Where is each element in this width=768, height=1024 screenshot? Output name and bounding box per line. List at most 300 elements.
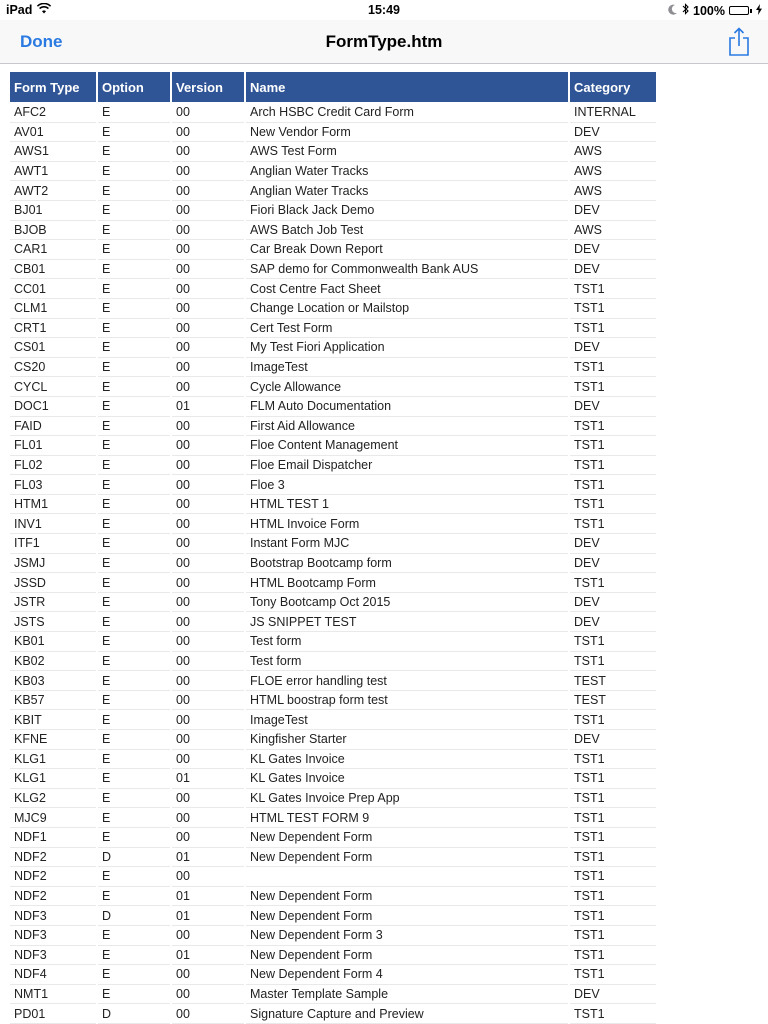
- cell-name: First Aid Allowance: [246, 417, 568, 437]
- cell-form-type: CRT1: [10, 319, 96, 339]
- cell-category: DEV: [570, 534, 656, 554]
- cell-category: TST1: [570, 319, 656, 339]
- cell-option: E: [98, 632, 170, 652]
- cell-category: TST1: [570, 377, 656, 397]
- cell-category: TST1: [570, 632, 656, 652]
- cell-form-type: CLM1: [10, 299, 96, 319]
- cell-name: New Dependent Form: [246, 848, 568, 868]
- cell-version: 00: [172, 593, 244, 613]
- cell-form-type: KLG2: [10, 789, 96, 809]
- table-row: [10, 730, 656, 750]
- table-row: [10, 475, 656, 495]
- cell-version: 00: [172, 436, 244, 456]
- cell-category: TST1: [570, 299, 656, 319]
- cell-name: Tony Bootcamp Oct 2015: [246, 593, 568, 613]
- cell-name: AWS Test Form: [246, 142, 568, 162]
- cell-option: E: [98, 965, 170, 985]
- cell-name: KL Gates Invoice: [246, 750, 568, 770]
- cell-option: E: [98, 397, 170, 417]
- cell-version: 00: [172, 652, 244, 672]
- cell-form-type: AWS1: [10, 142, 96, 162]
- cell-name: FLM Auto Documentation: [246, 397, 568, 417]
- cell-category: DEV: [570, 123, 656, 143]
- table-row: [10, 554, 656, 574]
- cell-option: E: [98, 593, 170, 613]
- table-row: [10, 887, 656, 907]
- cell-name: Test form: [246, 652, 568, 672]
- cell-category: TST1: [570, 769, 656, 789]
- cell-option: E: [98, 789, 170, 809]
- cell-form-type: KB01: [10, 632, 96, 652]
- cell-name: New Dependent Form: [246, 887, 568, 907]
- cell-form-type: NDF2: [10, 848, 96, 868]
- cell-form-type: CS01: [10, 338, 96, 358]
- table-row: [10, 103, 656, 123]
- cell-category: TST1: [570, 436, 656, 456]
- cell-category: AWS: [570, 181, 656, 201]
- table-row: [10, 965, 656, 985]
- page-title: FormType.htm: [325, 32, 443, 51]
- cell-version: 01: [172, 848, 244, 868]
- cell-version: 00: [172, 730, 244, 750]
- table-row: [10, 926, 656, 946]
- cell-category: DEV: [570, 260, 656, 280]
- status-time: 15:49: [368, 3, 400, 17]
- cell-form-type: FL01: [10, 436, 96, 456]
- cell-name: Anglian Water Tracks: [246, 181, 568, 201]
- cell-version: 01: [172, 887, 244, 907]
- cell-name: Car Break Down Report: [246, 240, 568, 260]
- cell-name: HTML TEST 1: [246, 495, 568, 515]
- cell-name: Floe Email Dispatcher: [246, 456, 568, 476]
- cell-option: E: [98, 710, 170, 730]
- cell-form-type: NDF3: [10, 946, 96, 966]
- cell-category: TST1: [570, 279, 656, 299]
- cell-form-type: BJOB: [10, 221, 96, 241]
- table-row: [10, 397, 656, 417]
- cell-form-type: FAID: [10, 417, 96, 437]
- table-row: [10, 221, 656, 241]
- table-row: [10, 514, 656, 534]
- cell-category: DEV: [570, 201, 656, 221]
- cell-form-type: KLG1: [10, 769, 96, 789]
- column-header-form-type: Form Type: [10, 72, 96, 103]
- cell-option: E: [98, 612, 170, 632]
- cell-category: AWS: [570, 142, 656, 162]
- cell-version: 00: [172, 750, 244, 770]
- cell-name: JS SNIPPET TEST: [246, 612, 568, 632]
- cell-name: Cycle Allowance: [246, 377, 568, 397]
- table-row: [10, 319, 656, 339]
- status-bar: [0, 0, 768, 20]
- cell-form-type: CS20: [10, 358, 96, 378]
- cell-name: Arch HSBC Credit Card Form: [246, 103, 568, 123]
- cell-option: E: [98, 730, 170, 750]
- table-row: [10, 123, 656, 143]
- cell-category: TST1: [570, 1004, 656, 1024]
- bluetooth-icon: [682, 3, 689, 18]
- cell-form-type: FL03: [10, 475, 96, 495]
- cell-form-type: AFC2: [10, 103, 96, 123]
- cell-option: E: [98, 671, 170, 691]
- cell-version: 00: [172, 240, 244, 260]
- cell-name: Signature Capture and Preview: [246, 1004, 568, 1024]
- cell-name: HTML Invoice Form: [246, 514, 568, 534]
- cell-form-type: JSSD: [10, 573, 96, 593]
- cell-option: E: [98, 985, 170, 1005]
- cell-form-type: KB57: [10, 691, 96, 711]
- share-icon: [728, 44, 750, 61]
- column-header-version: Version: [172, 72, 244, 103]
- form-type-table: [8, 72, 658, 1024]
- cell-version: 00: [172, 319, 244, 339]
- cell-form-type: DOC1: [10, 397, 96, 417]
- cell-version: 00: [172, 671, 244, 691]
- table-row: [10, 769, 656, 789]
- cell-version: 00: [172, 358, 244, 378]
- cell-version: 00: [172, 926, 244, 946]
- cell-name: KL Gates Invoice: [246, 769, 568, 789]
- cell-version: 01: [172, 769, 244, 789]
- cell-category: TST1: [570, 848, 656, 868]
- cell-option: E: [98, 162, 170, 182]
- cell-version: 00: [172, 260, 244, 280]
- cell-category: DEV: [570, 554, 656, 574]
- cell-name: Fiori Black Jack Demo: [246, 201, 568, 221]
- cell-name: HTML TEST FORM 9: [246, 808, 568, 828]
- table-row: [10, 906, 656, 926]
- cell-name: Floe 3: [246, 475, 568, 495]
- cell-name: AWS Batch Job Test: [246, 221, 568, 241]
- cell-version: 00: [172, 554, 244, 574]
- cell-version: 00: [172, 299, 244, 319]
- cell-version: 00: [172, 103, 244, 123]
- cell-version: 00: [172, 828, 244, 848]
- moon-icon: [668, 4, 678, 18]
- share-button[interactable]: [728, 27, 750, 62]
- cell-option: E: [98, 201, 170, 221]
- cell-version: 00: [172, 985, 244, 1005]
- cell-category: DEV: [570, 338, 656, 358]
- cell-form-type: NDF3: [10, 926, 96, 946]
- table-row: [10, 671, 656, 691]
- cell-option: E: [98, 181, 170, 201]
- table-row: [10, 946, 656, 966]
- table-row: [10, 299, 656, 319]
- cell-category: TST1: [570, 750, 656, 770]
- cell-name: Test form: [246, 632, 568, 652]
- cell-category: DEV: [570, 730, 656, 750]
- cell-category: TST1: [570, 808, 656, 828]
- cell-category: TST1: [570, 573, 656, 593]
- table-row: [10, 417, 656, 437]
- cell-option: E: [98, 926, 170, 946]
- table-row: [10, 377, 656, 397]
- cell-name: New Dependent Form 3: [246, 926, 568, 946]
- cell-option: E: [98, 946, 170, 966]
- cell-version: 00: [172, 965, 244, 985]
- table-row: [10, 691, 656, 711]
- table-row: [10, 181, 656, 201]
- table-row: [10, 652, 656, 672]
- table-row: [10, 867, 656, 887]
- cell-version: 01: [172, 397, 244, 417]
- content-area: [8, 72, 658, 1024]
- cell-name: Floe Content Management: [246, 436, 568, 456]
- cell-option: E: [98, 358, 170, 378]
- column-header-category: Category: [570, 72, 656, 103]
- cell-category: TST1: [570, 887, 656, 907]
- cell-form-type: JSMJ: [10, 554, 96, 574]
- battery-icon: [729, 6, 752, 15]
- cell-category: TST1: [570, 495, 656, 515]
- cell-name: New Dependent Form 4: [246, 965, 568, 985]
- cell-option: E: [98, 514, 170, 534]
- table-row: [10, 985, 656, 1005]
- table-row: [10, 162, 656, 182]
- table-row: [10, 789, 656, 809]
- cell-option: E: [98, 475, 170, 495]
- cell-form-type: KB02: [10, 652, 96, 672]
- cell-form-type: KBIT: [10, 710, 96, 730]
- cell-option: E: [98, 319, 170, 339]
- cell-form-type: NDF3: [10, 906, 96, 926]
- cell-category: AWS: [570, 221, 656, 241]
- cell-form-type: KB03: [10, 671, 96, 691]
- cell-form-type: INV1: [10, 514, 96, 534]
- cell-category: TEST: [570, 671, 656, 691]
- cell-version: 00: [172, 691, 244, 711]
- cell-option: E: [98, 867, 170, 887]
- nav-bar: [0, 20, 768, 64]
- cell-category: TST1: [570, 828, 656, 848]
- cell-form-type: NDF1: [10, 828, 96, 848]
- cell-category: TST1: [570, 710, 656, 730]
- cell-option: E: [98, 769, 170, 789]
- cell-form-type: HTM1: [10, 495, 96, 515]
- device-name: iPad: [6, 3, 33, 17]
- cell-category: TST1: [570, 926, 656, 946]
- cell-version: 00: [172, 1004, 244, 1024]
- cell-option: D: [98, 1004, 170, 1024]
- cell-option: E: [98, 750, 170, 770]
- table-row: [10, 848, 656, 868]
- cell-category: DEV: [570, 593, 656, 613]
- cell-version: 01: [172, 946, 244, 966]
- table-row: [10, 260, 656, 280]
- cell-option: E: [98, 456, 170, 476]
- cell-form-type: JSTR: [10, 593, 96, 613]
- table-row: [10, 201, 656, 221]
- cell-version: 00: [172, 142, 244, 162]
- cell-option: E: [98, 495, 170, 515]
- cell-version: 00: [172, 514, 244, 534]
- cell-category: INTERNAL: [570, 103, 656, 123]
- cell-category: TST1: [570, 475, 656, 495]
- cell-name: ImageTest: [246, 710, 568, 730]
- cell-form-type: CB01: [10, 260, 96, 280]
- cell-category: TST1: [570, 965, 656, 985]
- cell-category: DEV: [570, 240, 656, 260]
- cell-category: TST1: [570, 906, 656, 926]
- cell-option: E: [98, 103, 170, 123]
- cell-form-type: CYCL: [10, 377, 96, 397]
- table-row: [10, 632, 656, 652]
- cell-version: 00: [172, 377, 244, 397]
- cell-version: 00: [172, 221, 244, 241]
- cell-category: TST1: [570, 358, 656, 378]
- cell-category: TST1: [570, 789, 656, 809]
- cell-version: 00: [172, 632, 244, 652]
- table-row: [10, 1004, 656, 1024]
- cell-form-type: MJC9: [10, 808, 96, 828]
- cell-option: E: [98, 887, 170, 907]
- cell-option: E: [98, 279, 170, 299]
- cell-name: New Dependent Form: [246, 906, 568, 926]
- table-row: [10, 495, 656, 515]
- cell-name: Master Template Sample: [246, 985, 568, 1005]
- cell-category: TST1: [570, 514, 656, 534]
- cell-option: E: [98, 123, 170, 143]
- cell-form-type: BJ01: [10, 201, 96, 221]
- cell-form-type: AWT1: [10, 162, 96, 182]
- cell-option: E: [98, 299, 170, 319]
- cell-name: FLOE error handling test: [246, 671, 568, 691]
- cell-form-type: FL02: [10, 456, 96, 476]
- cell-name: Change Location or Mailstop: [246, 299, 568, 319]
- cell-option: E: [98, 534, 170, 554]
- cell-version: 01: [172, 906, 244, 926]
- cell-category: AWS: [570, 162, 656, 182]
- cell-form-type: NDF2: [10, 867, 96, 887]
- cell-option: E: [98, 652, 170, 672]
- cell-form-type: NDF4: [10, 965, 96, 985]
- cell-option: E: [98, 221, 170, 241]
- table-row: [10, 573, 656, 593]
- table-row: [10, 358, 656, 378]
- cell-version: 00: [172, 534, 244, 554]
- cell-version: 00: [172, 456, 244, 476]
- cell-category: TST1: [570, 456, 656, 476]
- cell-category: TST1: [570, 867, 656, 887]
- cell-option: E: [98, 240, 170, 260]
- cell-name: Bootstrap Bootcamp form: [246, 554, 568, 574]
- table-row: [10, 612, 656, 632]
- table-row: [10, 750, 656, 770]
- table-row: [10, 436, 656, 456]
- cell-category: TST1: [570, 652, 656, 672]
- cell-option: E: [98, 436, 170, 456]
- table-row: [10, 808, 656, 828]
- cell-version: 00: [172, 417, 244, 437]
- table-row: [10, 240, 656, 260]
- cell-category: DEV: [570, 397, 656, 417]
- cell-form-type: NMT1: [10, 985, 96, 1005]
- cell-version: 00: [172, 123, 244, 143]
- table-row: [10, 279, 656, 299]
- cell-version: 00: [172, 162, 244, 182]
- table-row: [10, 828, 656, 848]
- cell-option: E: [98, 417, 170, 437]
- cell-version: 00: [172, 181, 244, 201]
- cell-option: E: [98, 573, 170, 593]
- cell-name: Anglian Water Tracks: [246, 162, 568, 182]
- cell-version: 00: [172, 867, 244, 887]
- cell-name: KL Gates Invoice Prep App: [246, 789, 568, 809]
- battery-percent: 100%: [693, 3, 725, 18]
- table-body: [10, 103, 656, 1024]
- cell-version: 00: [172, 475, 244, 495]
- cell-name: Cert Test Form: [246, 319, 568, 339]
- cell-name: HTML boostrap form test: [246, 691, 568, 711]
- cell-option: E: [98, 377, 170, 397]
- table-header-row: [10, 72, 656, 103]
- cell-name: New Dependent Form: [246, 946, 568, 966]
- cell-name: ImageTest: [246, 358, 568, 378]
- column-header-name: Name: [246, 72, 568, 103]
- cell-category: TST1: [570, 946, 656, 966]
- cell-option: E: [98, 828, 170, 848]
- cell-option: E: [98, 338, 170, 358]
- cell-name: HTML Bootcamp Form: [246, 573, 568, 593]
- cell-form-type: KLG1: [10, 750, 96, 770]
- table-row: [10, 593, 656, 613]
- cell-name: New Dependent Form: [246, 828, 568, 848]
- cell-name: [246, 867, 568, 887]
- cell-version: 00: [172, 338, 244, 358]
- cell-option: E: [98, 808, 170, 828]
- charging-bolt-icon: [756, 4, 762, 18]
- cell-form-type: JSTS: [10, 612, 96, 632]
- cell-version: 00: [172, 573, 244, 593]
- table-row: [10, 142, 656, 162]
- cell-version: 00: [172, 710, 244, 730]
- cell-option: E: [98, 142, 170, 162]
- cell-version: 00: [172, 612, 244, 632]
- cell-name: Kingfisher Starter: [246, 730, 568, 750]
- cell-option: E: [98, 260, 170, 280]
- cell-version: 00: [172, 789, 244, 809]
- table-row: [10, 710, 656, 730]
- column-header-option: Option: [98, 72, 170, 103]
- cell-form-type: CC01: [10, 279, 96, 299]
- done-button[interactable]: Done: [20, 32, 63, 51]
- cell-category: TST1: [570, 417, 656, 437]
- cell-name: SAP demo for Commonwealth Bank AUS: [246, 260, 568, 280]
- cell-form-type: AV01: [10, 123, 96, 143]
- cell-category: TEST: [570, 691, 656, 711]
- cell-form-type: CAR1: [10, 240, 96, 260]
- table-row: [10, 338, 656, 358]
- cell-name: Cost Centre Fact Sheet: [246, 279, 568, 299]
- cell-option: D: [98, 848, 170, 868]
- cell-form-type: KFNE: [10, 730, 96, 750]
- cell-option: D: [98, 906, 170, 926]
- cell-version: 00: [172, 808, 244, 828]
- cell-version: 00: [172, 495, 244, 515]
- cell-version: 00: [172, 201, 244, 221]
- cell-name: New Vendor Form: [246, 123, 568, 143]
- table-row: [10, 534, 656, 554]
- cell-version: 00: [172, 279, 244, 299]
- cell-option: E: [98, 554, 170, 574]
- cell-name: My Test Fiori Application: [246, 338, 568, 358]
- cell-form-type: NDF2: [10, 887, 96, 907]
- cell-option: E: [98, 691, 170, 711]
- cell-category: DEV: [570, 985, 656, 1005]
- table-row: [10, 456, 656, 476]
- cell-form-type: AWT2: [10, 181, 96, 201]
